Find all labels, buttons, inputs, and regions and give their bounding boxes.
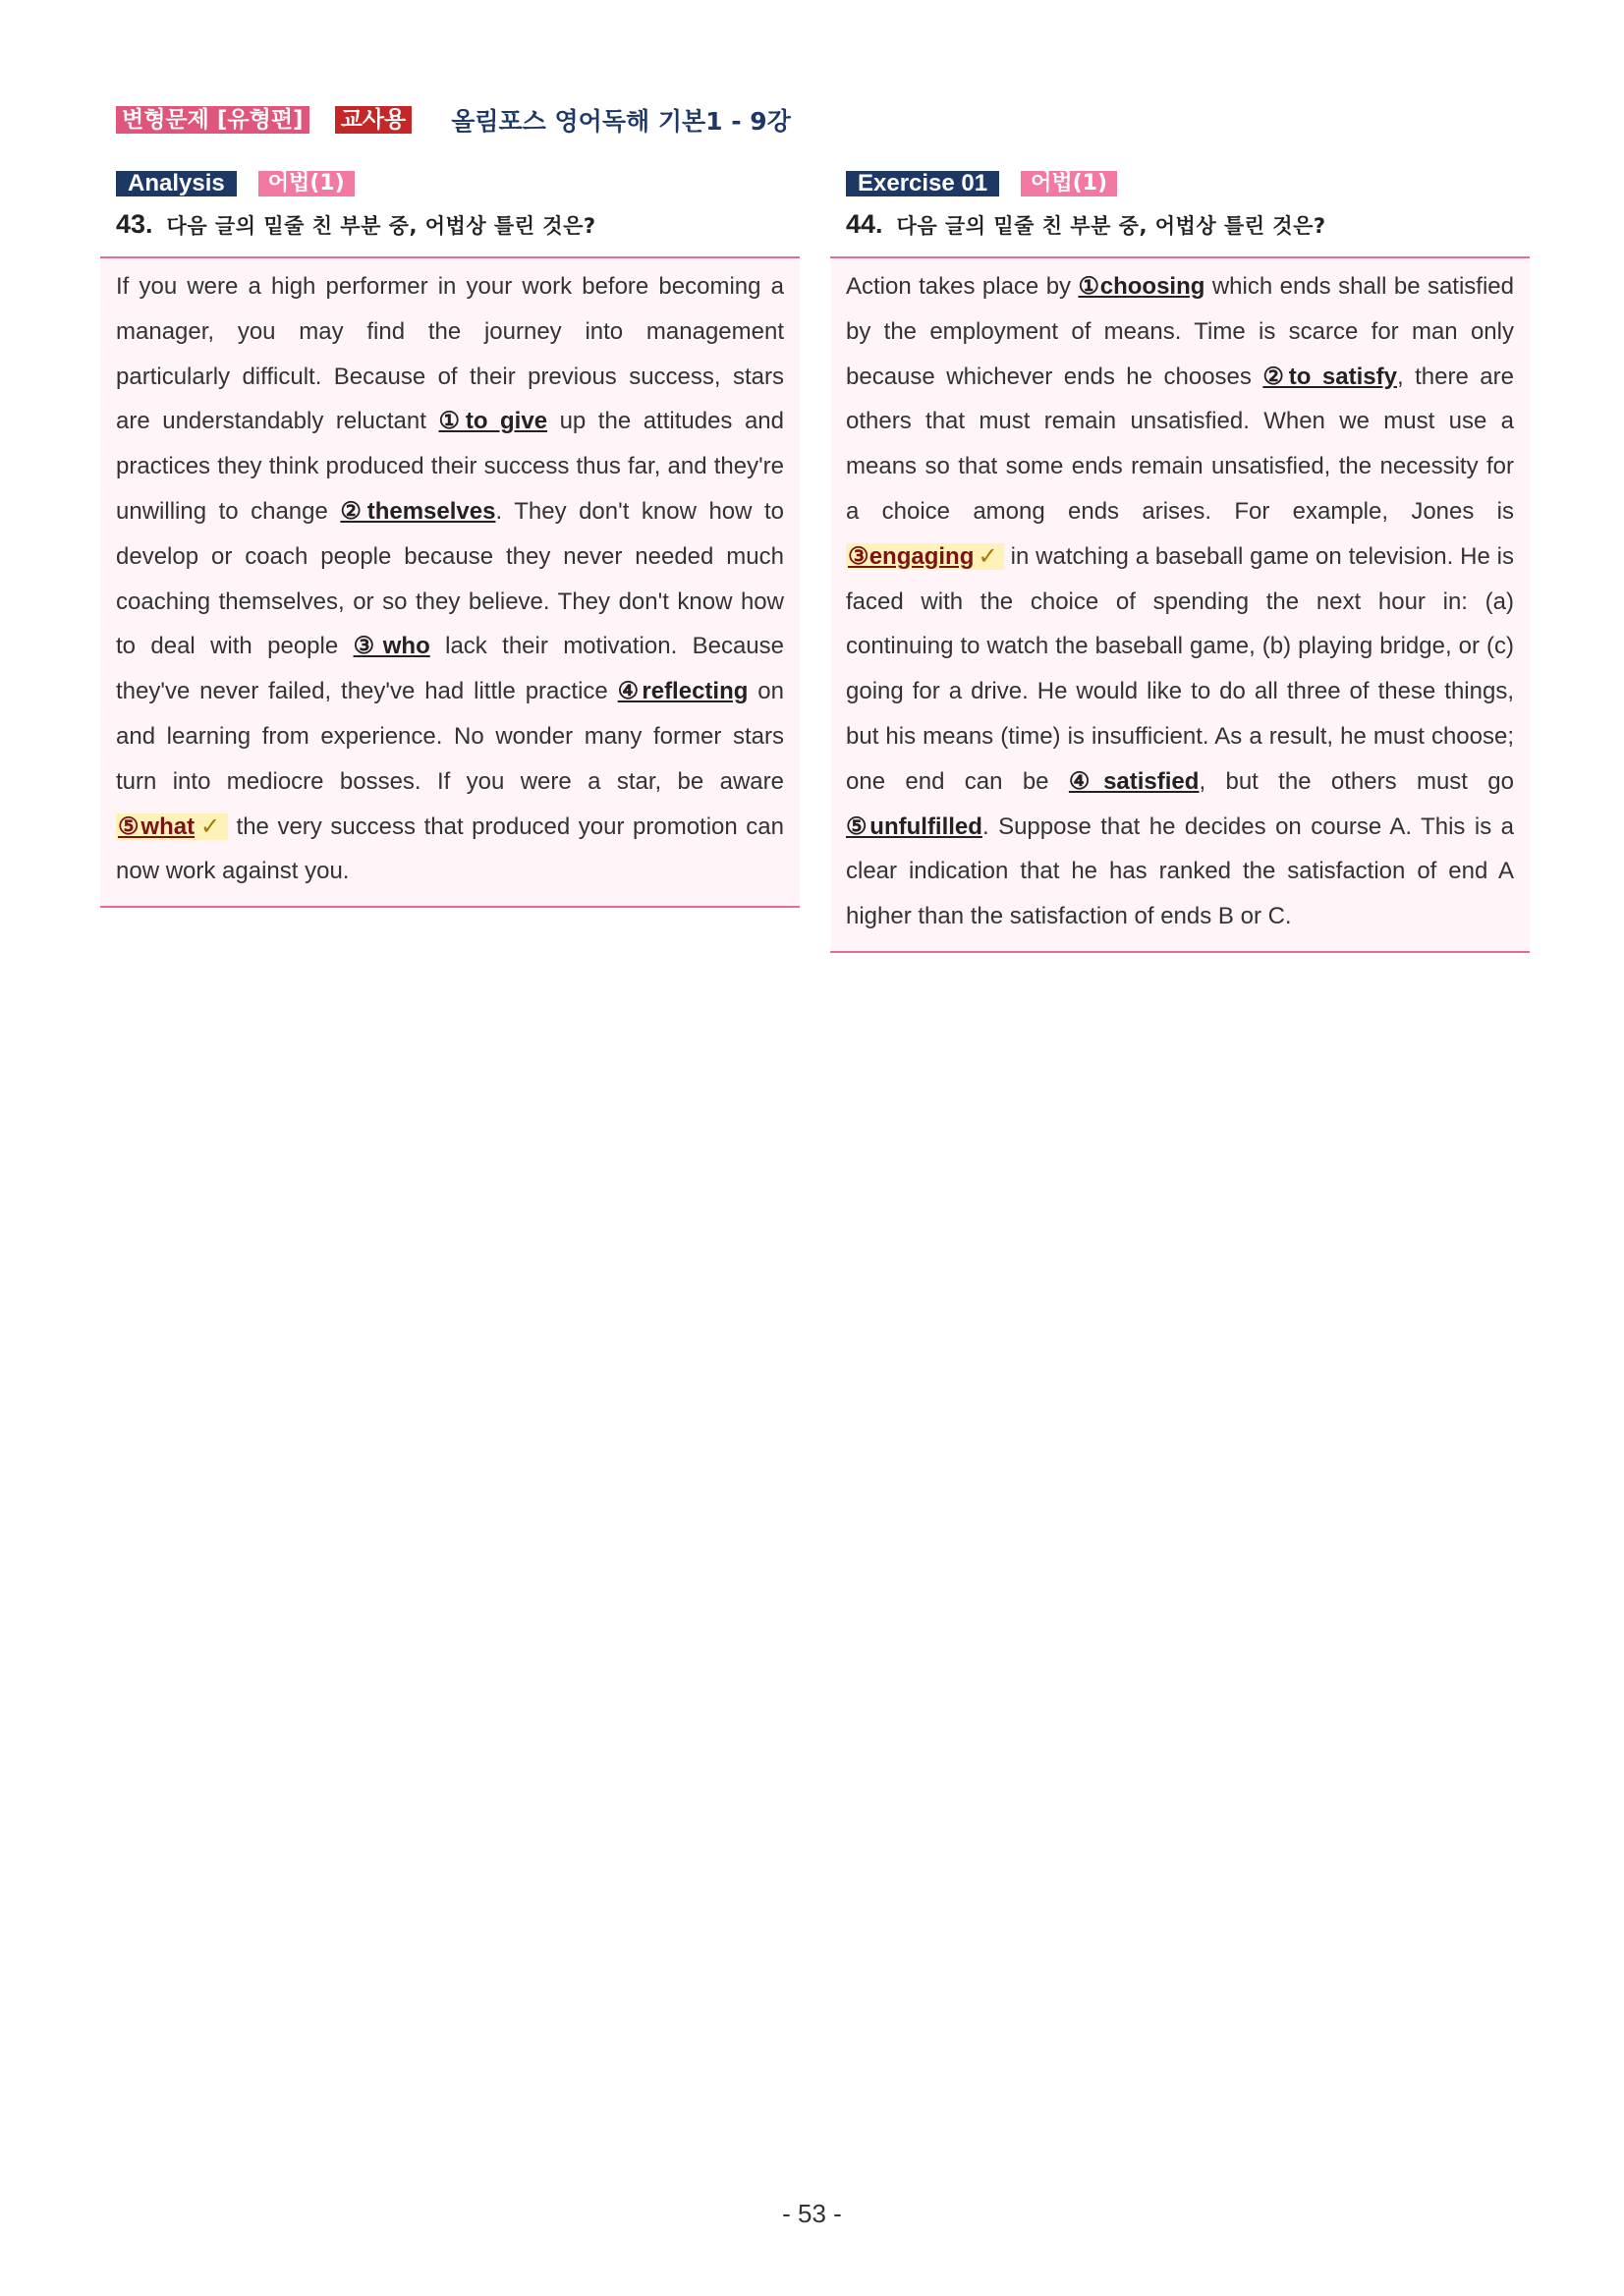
underlined-choice-4: ④satisfied	[1068, 767, 1200, 795]
passage-segment: , there are others that must remain unsatisfied. When we must use a means so that some ends remain unsatisfied, the necessity for a choice among ends arises. For example, Jones is	[846, 363, 1514, 525]
category-label: 어법(1)	[1021, 171, 1117, 196]
question-43-labels	[100, 170, 800, 197]
question-43-heading	[100, 209, 800, 243]
passage-segment: up the attitudes and practices they think produced their success thus far, and they're unwilling to change	[116, 408, 784, 525]
question-prompt: 다음 글의 밑줄 친 부분 중, 어법상 틀린 것은?	[166, 214, 596, 238]
checkmark-icon: ✓	[978, 542, 998, 570]
passage-segment: , but the others must go	[1199, 767, 1515, 795]
underlined-choice-2: ②to satisfy	[1262, 363, 1397, 390]
question-number: 44.	[846, 209, 883, 239]
question-43-panel	[100, 170, 800, 908]
page-header	[116, 102, 791, 138]
question-number: 43.	[116, 209, 153, 239]
underlined-choice-4: ④reflecting	[617, 678, 749, 705]
passage-segment: . They don't know how to develop or coach people because they never needed much coaching themselves, or so they believe. They don't know how to deal with people	[116, 497, 784, 660]
underlined-choice-1: ①to give	[438, 408, 548, 435]
passage-segment: If you were a high performer in your work before becoming a manager, you may find the journey into management particularly difficult. Because of their previous success, stars are understandably reluctant	[116, 273, 784, 435]
passage-box	[100, 256, 800, 908]
underlined-choice-5: ⑤what	[118, 812, 196, 840]
underlined-choice-1: ①choosing	[1078, 273, 1205, 300]
underlined-choice-2: ②themselves	[340, 497, 496, 525]
teacher-tag: 교사용	[335, 106, 413, 134]
analysis-label: Analysis	[116, 171, 237, 196]
category-label: 어법(1)	[258, 171, 355, 196]
passage-segment: the very success that produced your promotion can now work against you.	[116, 812, 785, 885]
question-44-labels	[830, 170, 1530, 197]
answer-highlight	[116, 813, 228, 840]
passage-segment: . Suppose that he decides on course A. This is a clear indication that he has ranked the satisfaction of end A higher than the satisfaction of ends B or C.	[846, 812, 1514, 930]
passage-segment: in watching a baseball game on television. He is faced with the choice of spending the next hour in: (a) continuing to watch the baseball game, (b) playing bridge, or (c) going for a drive. He would like to do all three of these things, but his means (time) is insufficient. As a result, he must choose; one end can be	[846, 542, 1514, 795]
passage-segment: which ends shall be satisfied by the employment of means. Time is scarce for man only because whichever ends he chooses	[846, 273, 1514, 390]
passage-segment: on and learning from experience. No wonder many former stars turn into mediocre bosses. If you were a star, be aware	[116, 678, 784, 795]
question-44-heading	[830, 209, 1530, 243]
passage-text	[116, 264, 784, 894]
question-44-panel	[830, 170, 1530, 953]
underlined-choice-3: ③engaging	[848, 542, 975, 570]
passage-text	[846, 264, 1514, 939]
answer-highlight	[846, 543, 1004, 570]
passage-segment: Action takes place by	[846, 273, 1079, 300]
question-prompt: 다음 글의 밑줄 친 부분 중, 어법상 틀린 것은?	[896, 214, 1326, 238]
exercise-label: Exercise 01	[846, 171, 999, 196]
checkmark-icon: ✓	[198, 812, 222, 840]
underlined-choice-5: ⑤unfulfilled	[846, 812, 982, 840]
page-number: - 53 -	[782, 2199, 842, 2228]
passage-segment: lack their motivation. Because they've never failed, they've had little practice	[116, 633, 784, 705]
header-title: 올림포스 영어독해 기본1 - 9강	[451, 107, 791, 136]
underlined-choice-3: ③who	[353, 633, 430, 660]
passage-box	[830, 256, 1530, 953]
variant-tag: 변형문제 [유형편]	[116, 106, 309, 134]
